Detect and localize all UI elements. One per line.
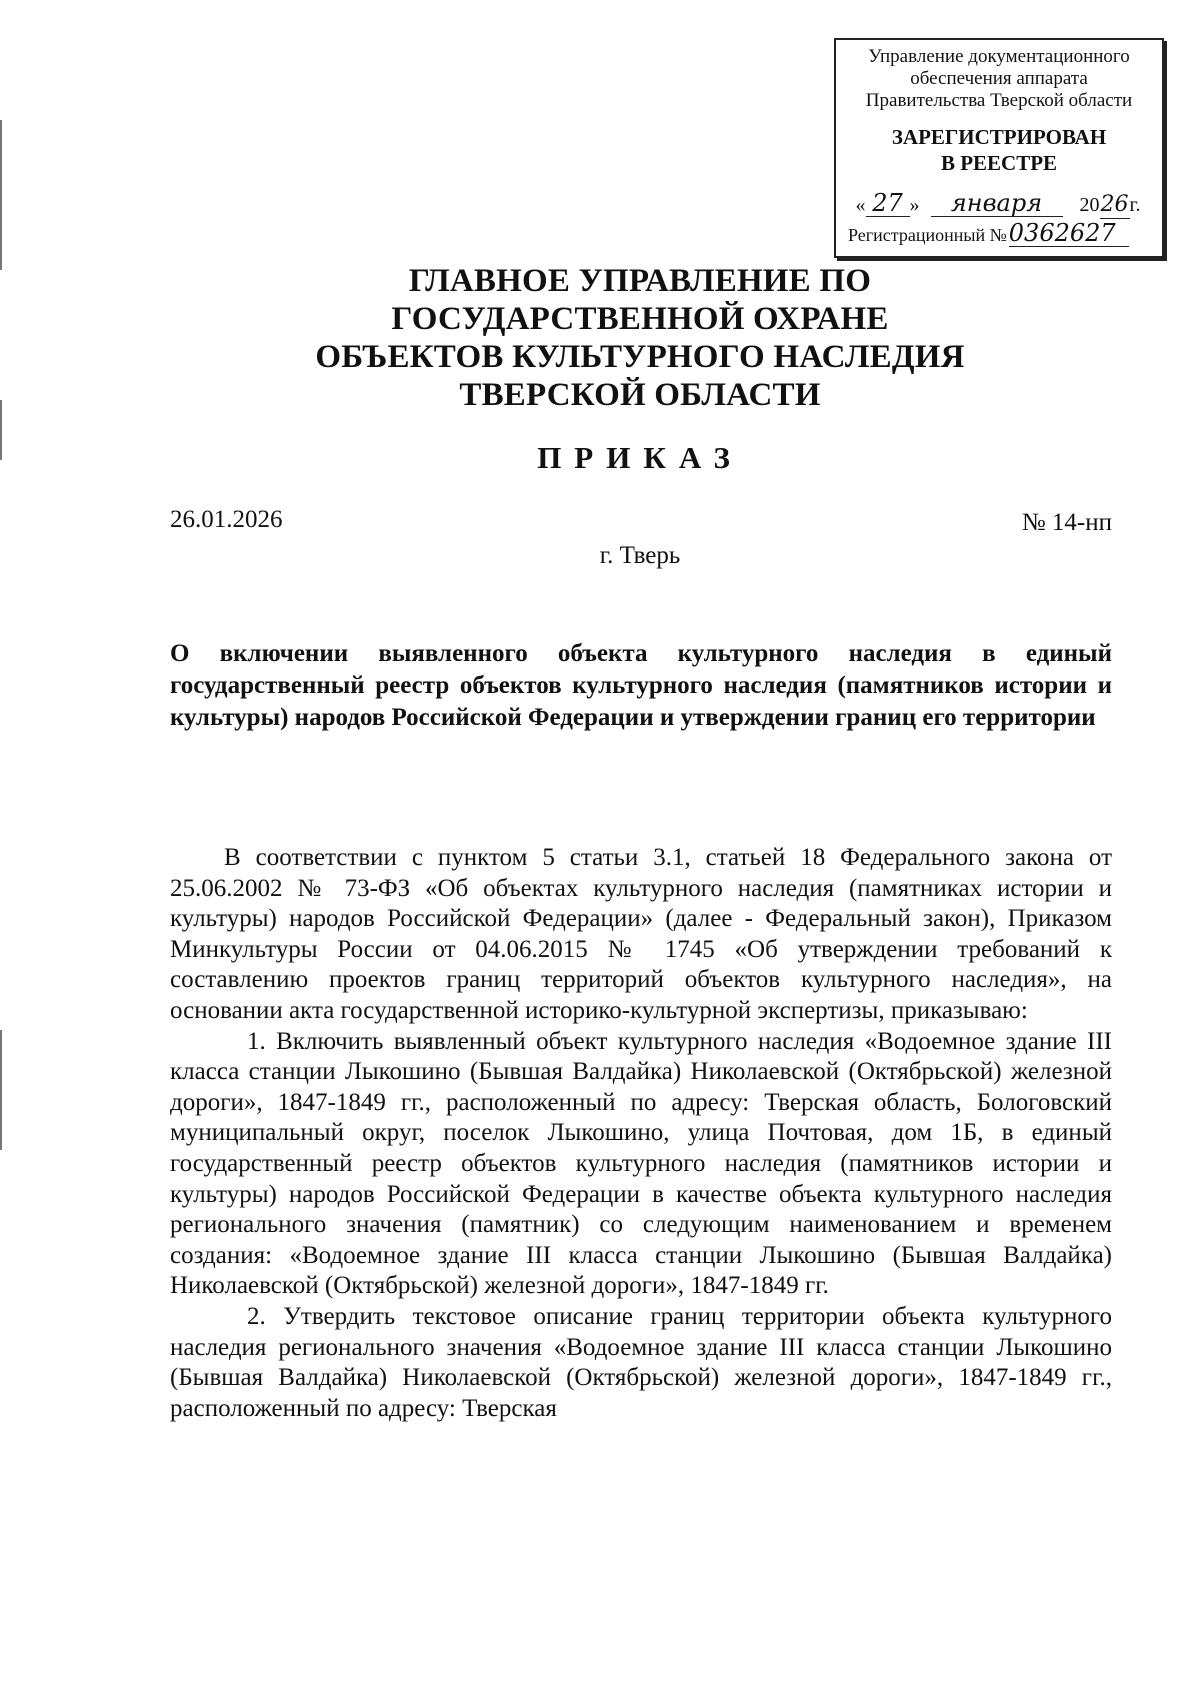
- document-date: 26.01.2026: [170, 506, 283, 533]
- stamp-org-line: Управление документационного: [868, 46, 1130, 67]
- body-item-2: 2. Утвердить текстовое описание границ территории объекта культурного наследия регионального значения «Водоемное здание III класса станции Лыкошино (Бывшая Валдайка) Николаевской (Октябрьской) железной дороги», 1847-1849 гг., расположенный по адресу: Тверская: [170, 1302, 1112, 1422]
- agency-title: [200, 262, 1080, 414]
- body-item-1: 1. Включить выявленный объект культурного наследия «Водоемное здание III класса станции Лыкошино (Бывшая Валдайка) Николаевской (Октябрьской) железной дороги», 1847-1849 гг., расположенный по адресу: Тверская область, Бологовский муниципальный округ, поселок Лыкошино, улица Почтовая, дом 1Б, в единый государственный реестр объектов культурного наследия (памятников истории и культуры) народов Российской Федерации в качестве объекта культурного наследия регионального значения (памятник) со следующим наименованием и временем создания: «Водоемное здание III класса станции Лыкошино (Бывшая Валдайка) Николаевской (Октябрьской) железной дороги», 1847-1849 гг.: [170, 1027, 1112, 1300]
- document-body: [170, 843, 1112, 1424]
- stamp-year-prefix: 20: [1079, 194, 1100, 216]
- stamp-open-quote: «: [855, 194, 866, 216]
- stamp-regnum-line: [848, 220, 1158, 247]
- document-type: ПРИКАЗ: [537, 440, 743, 475]
- stamp-month-handwritten: января: [931, 190, 1063, 217]
- scan-edge-mark: [0, 120, 2, 270]
- stamp-org-line: Правительства Тверской области: [865, 90, 1133, 111]
- agency-title-line: ОБЪЕКТОВ КУЛЬТУРНОГО НАСЛЕДИЯ: [315, 339, 965, 375]
- stamp-year-handwritten: 26: [1100, 192, 1129, 217]
- stamp-close-quote: »: [909, 194, 920, 216]
- scan-edge-mark: [0, 400, 2, 460]
- agency-title-line: ТВЕРСКОЙ ОБЛАСТИ: [459, 377, 821, 413]
- document-subject: О включении выявленного объекта культурного наследия в единый государственный реестр объектов культурного наследия (памятников истории и культуры) народов Российской Федерации и утверждении границ его территории: [170, 640, 1112, 731]
- stamp-org-line: обеспечения аппарата: [910, 68, 1088, 89]
- stamp-regnum-label: Регистрационный №: [848, 225, 1007, 245]
- document-number: № 14-нп: [1021, 509, 1112, 536]
- document-city: г. Тверь: [599, 542, 681, 569]
- stamp-registered-line: В РЕЕСТРЕ: [940, 151, 1058, 175]
- stamp-organization: [836, 46, 1162, 112]
- stamp-year-abbr: г.: [1129, 194, 1141, 216]
- stamp-regnum-handwritten: 0362627: [1009, 220, 1129, 247]
- registration-stamp: [834, 38, 1164, 258]
- stamp-day-handwritten: 27: [866, 190, 910, 217]
- scan-edge-mark: [0, 1030, 2, 1150]
- stamp-registered: [836, 124, 1162, 176]
- stamp-registered-line: ЗАРЕГИСТРИРОВАН: [891, 125, 1107, 149]
- agency-title-line: ГЛАВНОЕ УПРАВЛЕНИЕ ПО: [408, 263, 872, 299]
- agency-title-line: ГОСУДАРСТВЕННОЙ ОХРАНЕ: [391, 301, 889, 337]
- body-preamble: В соответствии с пунктом 5 статьи 3.1, статьей 18 Федерального закона от 25.06.2002 № 73-ФЗ «Об объектах культурного наследия (памятниках истории и культуры) народов Российской Федерации» (далее - Федеральный закон), Приказом Минкультуры России от 04.06.2015 № 1745 «Об утверждении требований к составлению проектов границ территорий объектов культурного наследия», на основании акта государственной историко-культурной экспертизы, приказываю:: [170, 844, 1112, 1024]
